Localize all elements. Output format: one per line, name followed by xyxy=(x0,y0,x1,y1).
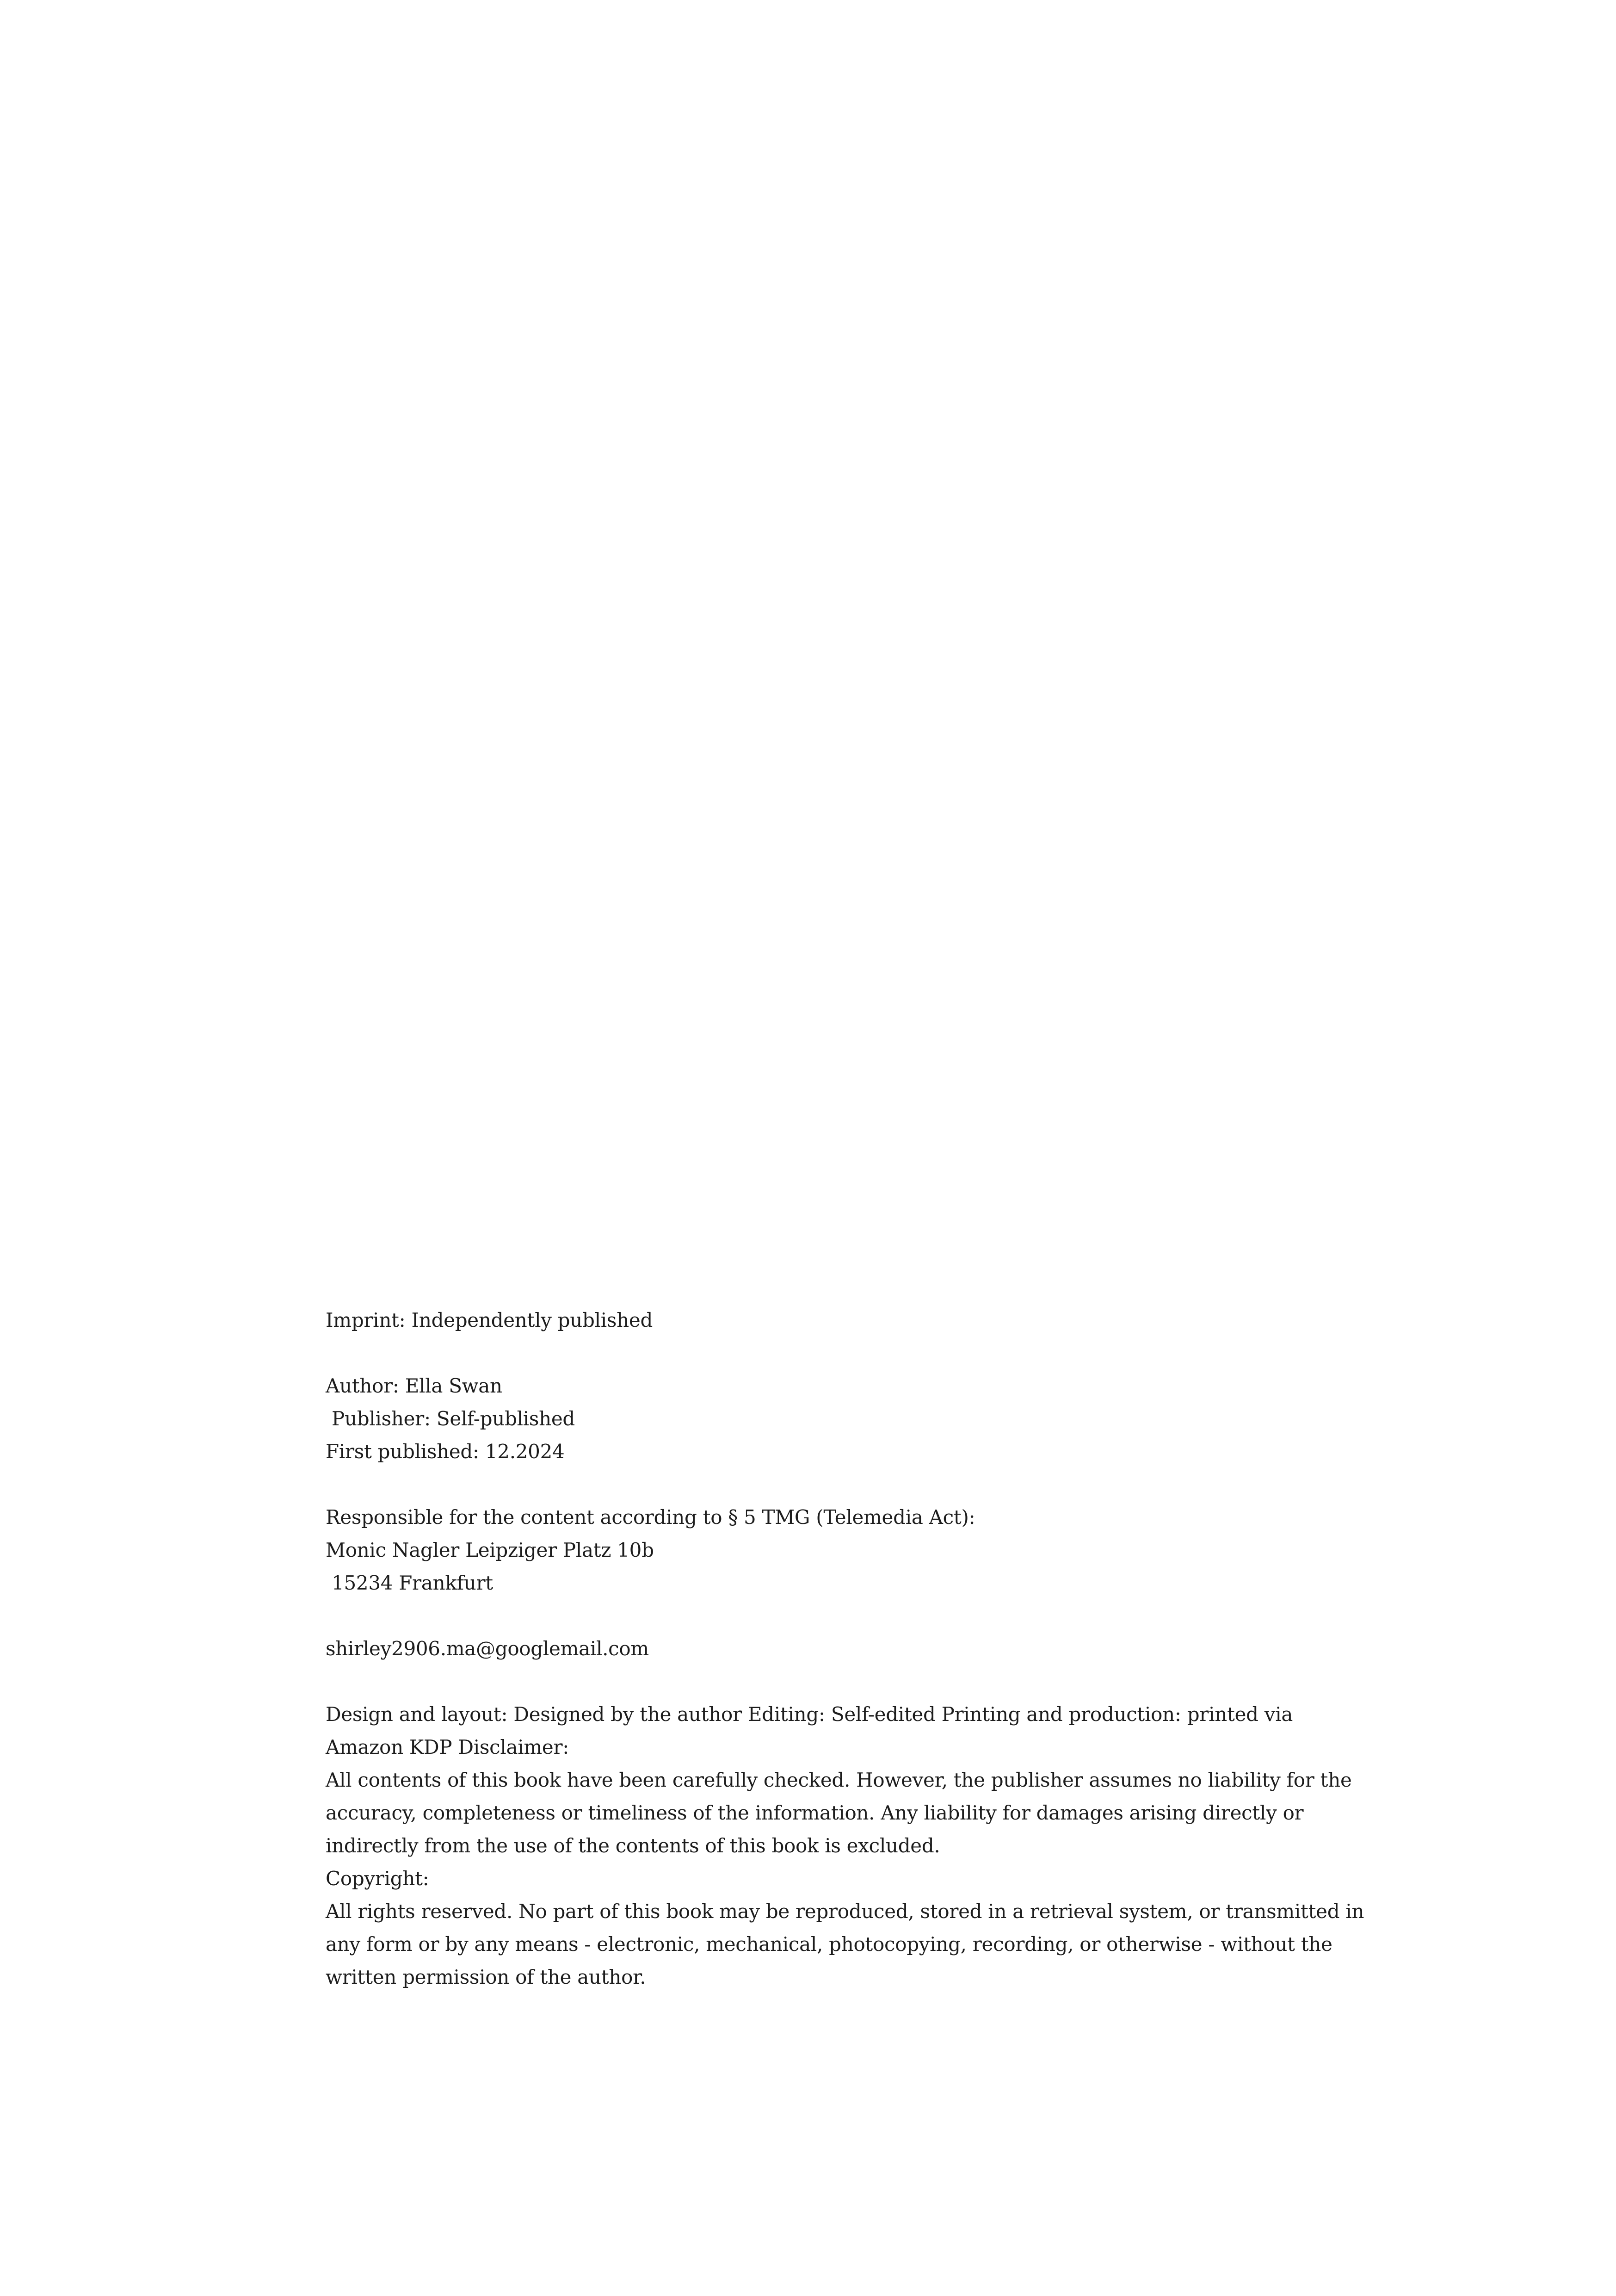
disclaimer-line: indirectly from the use of the contents of this book is excluded. xyxy=(326,1834,940,1857)
responsible-line: Responsible for the content according to § 5 TMG (Telemedia Act): xyxy=(326,1506,975,1529)
disclaimer-line: All contents of this book have been carefully checked. However, the publisher assumes no liability for the xyxy=(326,1769,1352,1791)
email-line: shirley2906.ma@googlemail.com xyxy=(326,1637,649,1660)
address-line: Monic Nagler Leipziger Platz 10b xyxy=(326,1539,654,1561)
copyright-line: any form or by any means - electronic, mechanical, photocopying, recording, or otherwise - without the xyxy=(326,1933,1332,1956)
spacer xyxy=(326,1337,1334,1369)
spacer xyxy=(326,1599,1334,1632)
author-line: Author: Ella Swan xyxy=(326,1374,502,1397)
first-published-line: First published: 12.2024 xyxy=(326,1440,565,1463)
design-line: Design and layout: Designed by the author Editing: Self-edited Printing and production: printed via xyxy=(326,1703,1293,1726)
copyright-heading: Copyright: xyxy=(326,1867,429,1890)
copyright-line: written permission of the author. xyxy=(326,1966,646,1988)
disclaimer-line: accuracy, completeness or timeliness of the information. Any liability for damages arising directly or xyxy=(326,1801,1304,1824)
imprint-line: Imprint: Independently published xyxy=(326,1309,653,1331)
spacer xyxy=(326,1468,1334,1501)
design-line: Amazon KDP Disclaimer: xyxy=(326,1736,569,1758)
publisher-line: Publisher: Self-published xyxy=(326,1407,575,1430)
spacer xyxy=(326,1665,1334,1698)
address-line: 15234 Frankfurt xyxy=(326,1572,493,1594)
copyright-line: All rights reserved. No part of this book may be reproduced, stored in a retrieval system, or transmitted in xyxy=(326,1900,1364,1923)
imprint-block xyxy=(326,1304,1364,1993)
